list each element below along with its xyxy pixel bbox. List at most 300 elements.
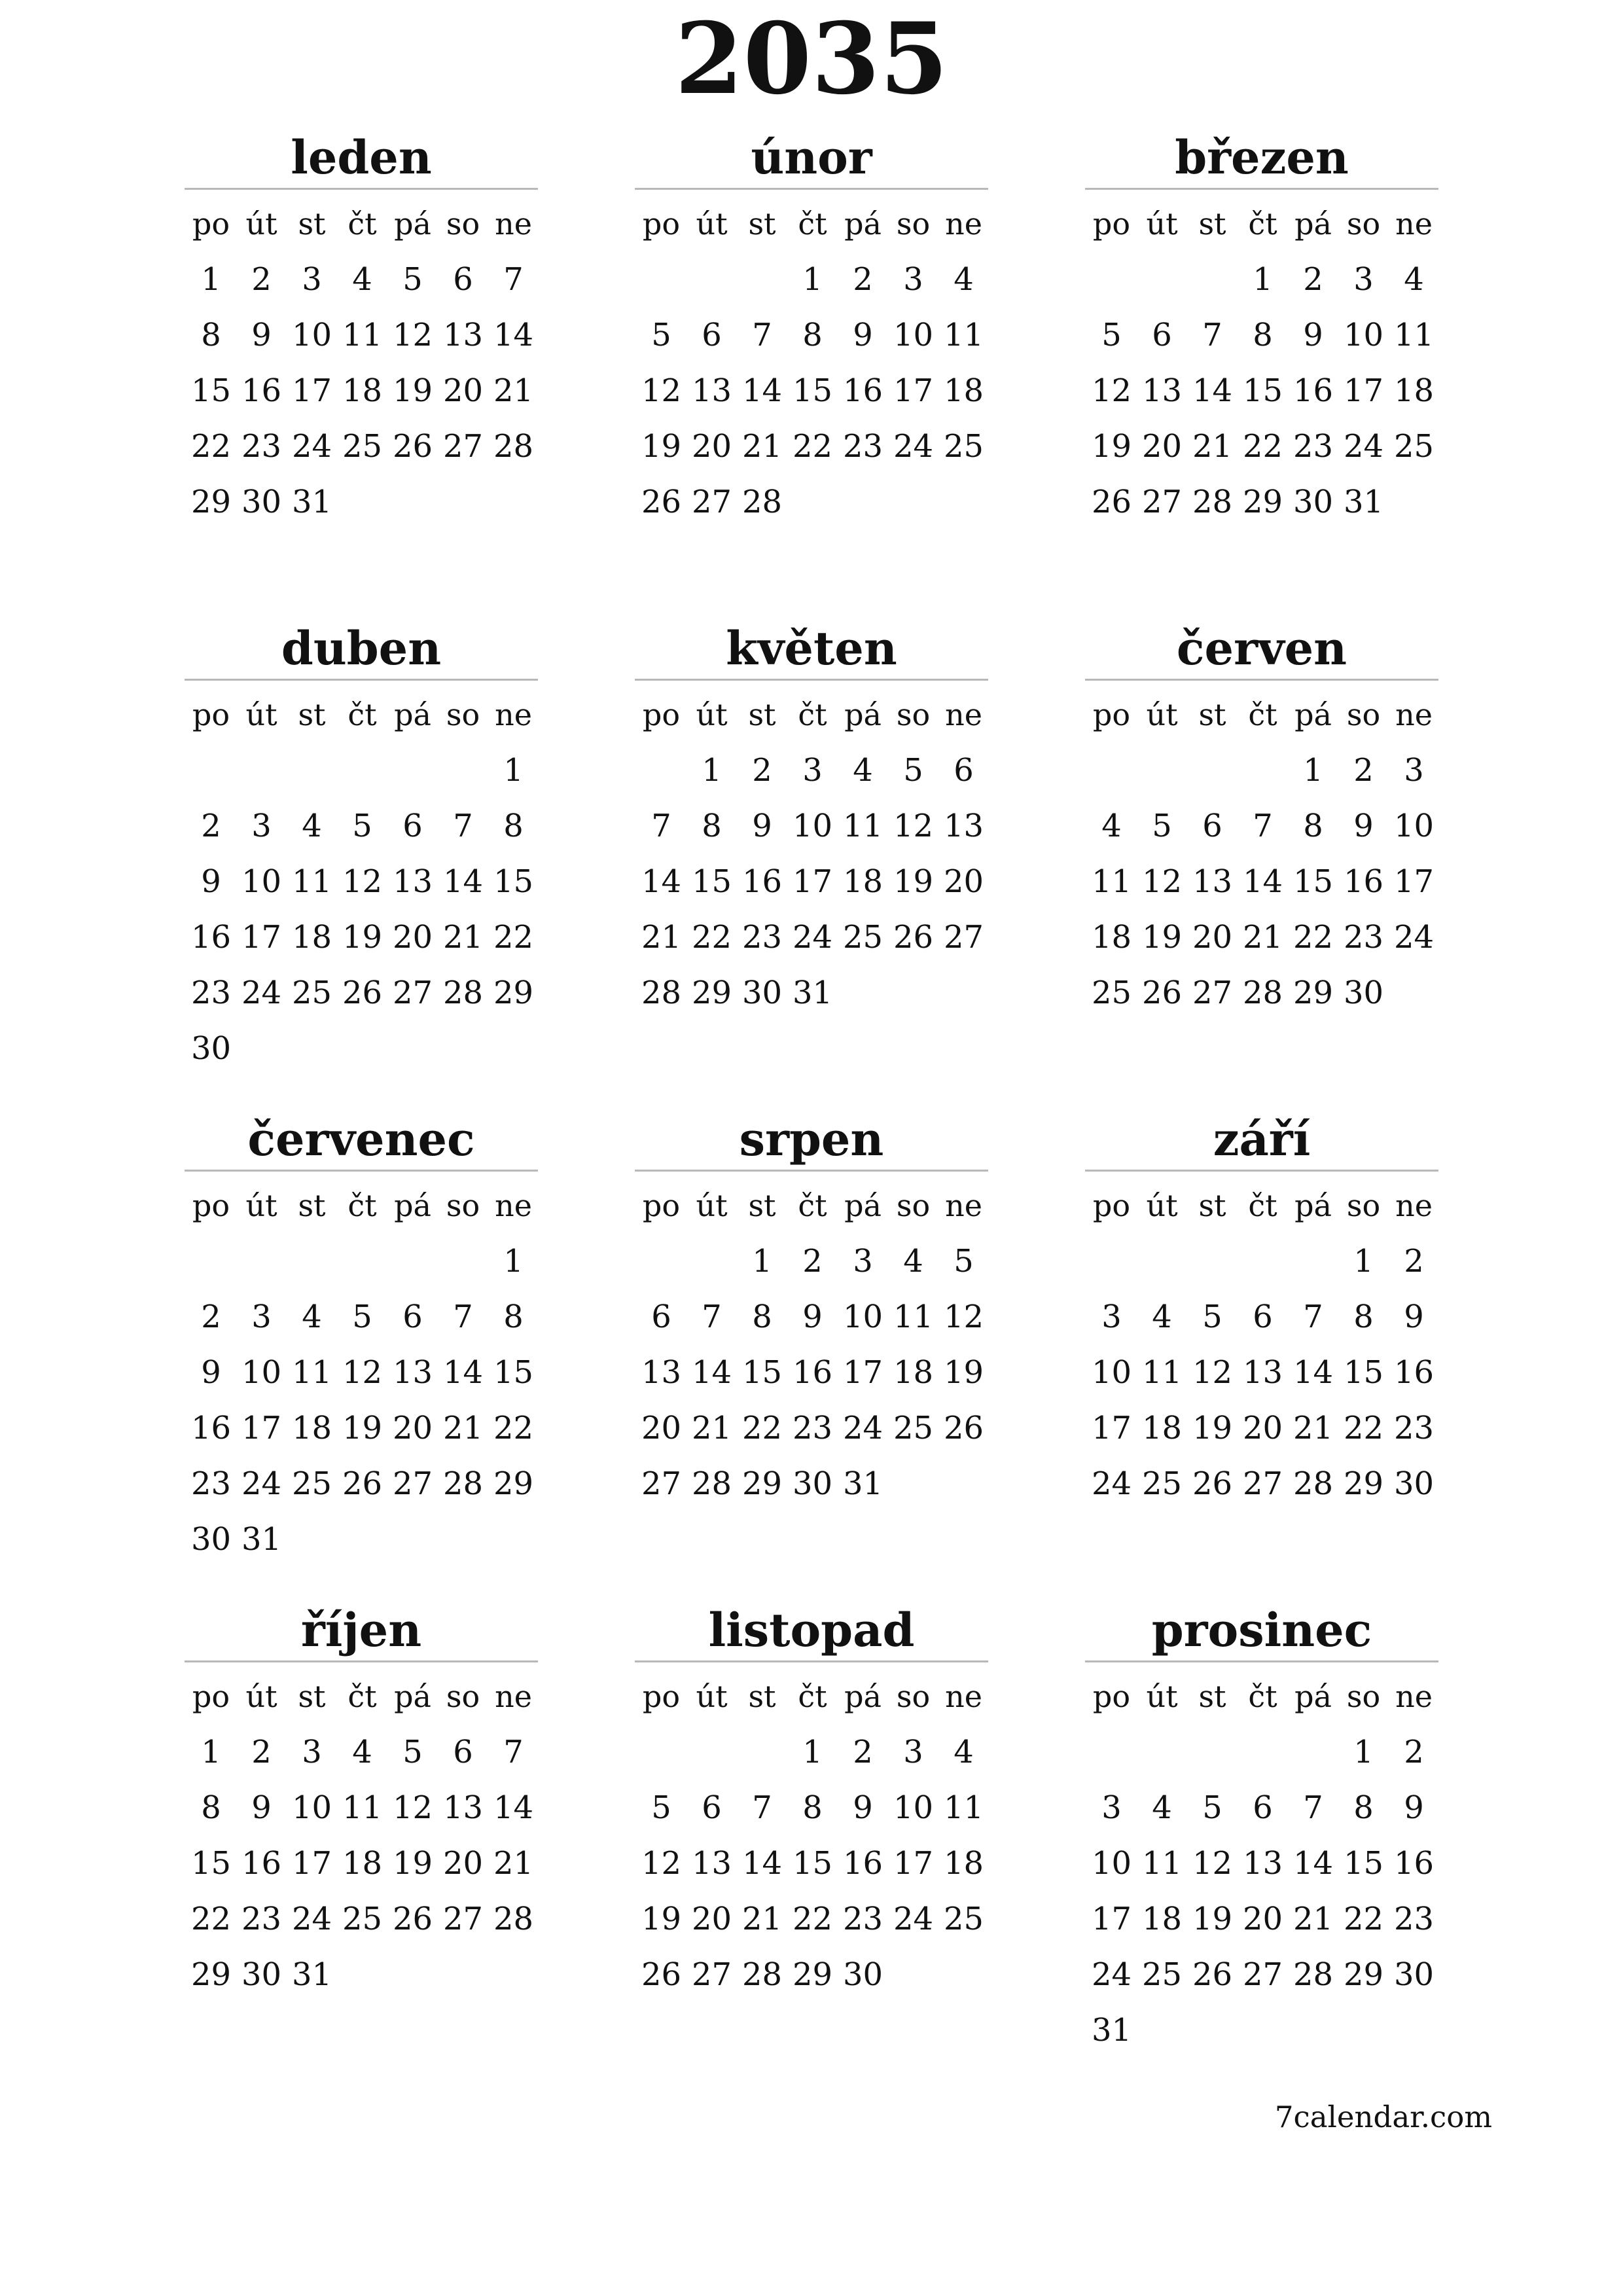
day-cell: 6 [1253, 1299, 1273, 1335]
day-cell: 18 [1393, 372, 1435, 409]
weekday-label: ne [1395, 697, 1433, 732]
empty-day-cell [636, 743, 687, 798]
weekday-label: po [1092, 697, 1131, 732]
day-grid [1086, 1178, 1438, 1512]
weekday-label: st [298, 1188, 326, 1223]
day-cell: 21 [442, 919, 484, 956]
weekday-label: čt [348, 1188, 377, 1223]
empty-day-cell [287, 1234, 337, 1289]
day-cell: 17 [291, 372, 332, 409]
day-cell: 23 [1393, 1901, 1435, 1937]
day-cell: 4 [954, 261, 974, 298]
day-cell: 27 [691, 1956, 732, 1993]
day-cell: 10 [1343, 317, 1384, 353]
day-cell: 13 [392, 863, 433, 900]
day-cell: 25 [893, 1410, 934, 1446]
day-cell: 20 [641, 1410, 682, 1446]
empty-day-cell [438, 743, 488, 798]
day-cell: 10 [1393, 808, 1435, 844]
weekday-label: so [1346, 1679, 1381, 1714]
day-cell: 13 [641, 1354, 682, 1391]
day-cell: 31 [291, 484, 332, 520]
weekday-label: po [192, 697, 230, 732]
day-cell: 14 [641, 863, 682, 900]
day-cell: 8 [1353, 1789, 1374, 1826]
month-leden [185, 128, 538, 530]
weekday-label: ne [945, 1188, 982, 1223]
day-cell: 24 [893, 1901, 934, 1937]
weekday-label: út [1146, 1679, 1178, 1714]
day-cell: 13 [392, 1354, 433, 1391]
day-cell: 12 [893, 808, 934, 844]
day-cell: 31 [792, 975, 833, 1011]
day-cell: 1 [1353, 1734, 1374, 1770]
weekday-label: pá [394, 1188, 431, 1223]
weekday-label: st [748, 206, 776, 242]
day-cell: 25 [342, 1901, 383, 1937]
day-cell: 27 [1192, 975, 1233, 1011]
weekday-label: pá [1294, 697, 1332, 732]
day-cell: 26 [392, 428, 433, 465]
empty-day-cell [1238, 1725, 1288, 1780]
day-cell: 28 [1192, 484, 1233, 520]
day-cell: 3 [1353, 261, 1374, 298]
day-cell: 10 [1091, 1354, 1132, 1391]
weekday-label: ne [495, 1679, 532, 1714]
day-cell: 12 [392, 1789, 433, 1826]
year-title: 2035 [675, 1, 948, 117]
day-cell: 24 [893, 428, 934, 465]
day-cell: 25 [1091, 975, 1132, 1011]
day-cell: 3 [903, 261, 923, 298]
day-cell: 30 [190, 1521, 232, 1558]
day-cell: 27 [691, 484, 732, 520]
day-cell: 18 [943, 372, 984, 409]
day-cell: 30 [792, 1465, 833, 1502]
month-name: květen [635, 619, 988, 681]
weekday-label: pá [1294, 206, 1332, 242]
empty-day-cell [186, 743, 236, 798]
empty-day-cell [287, 743, 337, 798]
day-cell: 14 [1293, 1354, 1334, 1391]
day-cell: 16 [241, 372, 282, 409]
day-cell: 19 [392, 1845, 433, 1882]
day-cell: 3 [1404, 752, 1424, 789]
day-cell: 29 [190, 484, 232, 520]
day-cell: 16 [190, 919, 232, 956]
weekday-label: st [1198, 1188, 1226, 1223]
day-cell: 22 [190, 428, 232, 465]
day-cell: 18 [342, 372, 383, 409]
day-cell: 14 [493, 317, 534, 353]
weekday-label: po [192, 1679, 230, 1714]
weekday-label: ne [495, 1188, 532, 1223]
empty-day-cell [1187, 1234, 1238, 1289]
day-cell: 21 [442, 1410, 484, 1446]
day-cell: 8 [802, 317, 823, 353]
weekday-label: so [896, 206, 931, 242]
day-cell: 28 [741, 1956, 783, 1993]
day-cell: 15 [1293, 863, 1334, 900]
day-cell: 6 [402, 1299, 423, 1335]
weekday-label: so [446, 1679, 480, 1714]
day-cell: 21 [1242, 919, 1283, 956]
empty-day-cell [337, 743, 387, 798]
day-cell: 9 [201, 1354, 221, 1391]
day-cell: 28 [1293, 1956, 1334, 1993]
weekday-label: po [192, 1188, 230, 1223]
empty-day-cell [636, 1725, 687, 1780]
day-cell: 15 [792, 1845, 833, 1882]
weekday-label: čt [798, 1188, 827, 1223]
day-cell: 15 [1343, 1354, 1384, 1391]
empty-day-cell [1187, 743, 1238, 798]
day-cell: 10 [1091, 1845, 1132, 1882]
day-cell: 6 [651, 1299, 671, 1335]
day-grid [186, 1669, 538, 2003]
empty-day-cell [387, 1234, 438, 1289]
weekday-label: út [696, 206, 728, 242]
day-cell: 26 [1192, 1465, 1233, 1502]
day-cell: 13 [442, 1789, 484, 1826]
day-cell: 3 [302, 261, 322, 298]
weekday-label: pá [1294, 1679, 1332, 1714]
day-cell: 22 [792, 1901, 833, 1937]
day-cell: 3 [1101, 1789, 1122, 1826]
weekday-label: čt [1248, 1679, 1277, 1714]
day-cell: 3 [251, 1299, 272, 1335]
day-cell: 23 [842, 428, 883, 465]
day-cell: 25 [842, 919, 883, 956]
day-cell: 17 [1393, 863, 1435, 900]
day-cell: 20 [392, 919, 433, 956]
empty-day-cell [687, 1234, 737, 1289]
day-cell: 17 [1343, 372, 1384, 409]
day-cell: 22 [493, 919, 534, 956]
day-cell: 18 [1141, 1410, 1183, 1446]
day-cell: 28 [493, 1901, 534, 1937]
day-cell: 27 [1242, 1956, 1283, 1993]
weekday-label: út [696, 1679, 728, 1714]
day-cell: 24 [291, 1901, 332, 1937]
weekday-label: ne [945, 697, 982, 732]
weekday-label: ne [945, 1679, 982, 1714]
weekday-label: ne [1395, 1188, 1433, 1223]
weekday-label: po [642, 1188, 681, 1223]
empty-day-cell [1187, 252, 1238, 308]
day-cell: 5 [352, 1299, 372, 1335]
day-cell: 25 [291, 1465, 332, 1502]
day-cell: 15 [190, 372, 232, 409]
day-cell: 27 [1242, 1465, 1283, 1502]
day-cell: 25 [943, 1901, 984, 1937]
day-cell: 4 [1404, 261, 1424, 298]
empty-day-cell [186, 1234, 236, 1289]
day-cell: 19 [1192, 1410, 1233, 1446]
weekday-label: so [896, 1679, 931, 1714]
day-cell: 17 [893, 1845, 934, 1882]
day-cell: 2 [1303, 261, 1323, 298]
day-cell: 6 [453, 1734, 473, 1770]
day-cell: 11 [291, 1354, 332, 1391]
day-cell: 4 [352, 261, 372, 298]
day-cell: 19 [342, 919, 383, 956]
day-cell: 10 [291, 317, 332, 353]
day-cell: 22 [1343, 1901, 1384, 1937]
day-cell: 9 [201, 863, 221, 900]
day-cell: 26 [1192, 1956, 1233, 1993]
weekday-label: po [642, 1679, 681, 1714]
weekday-label: ne [945, 206, 982, 242]
day-cell: 13 [943, 808, 984, 844]
day-cell: 8 [752, 1299, 772, 1335]
weekday-label: pá [844, 206, 882, 242]
day-cell: 29 [741, 1465, 783, 1502]
weekday-label: čt [1248, 697, 1277, 732]
day-cell: 17 [241, 1410, 282, 1446]
day-cell: 9 [251, 317, 272, 353]
day-cell: 1 [1303, 752, 1323, 789]
day-cell: 7 [1303, 1789, 1323, 1826]
day-cell: 15 [1343, 1845, 1384, 1882]
day-cell: 14 [442, 1354, 484, 1391]
day-cell: 15 [691, 863, 732, 900]
day-cell: 28 [442, 975, 484, 1011]
day-grid [636, 196, 988, 530]
day-cell: 4 [1101, 808, 1122, 844]
day-cell: 5 [1202, 1789, 1222, 1826]
day-cell: 21 [1293, 1901, 1334, 1937]
day-cell: 18 [1141, 1901, 1183, 1937]
day-cell: 13 [1242, 1845, 1283, 1882]
weekday-label: čt [798, 206, 827, 242]
weekday-label: ne [495, 697, 532, 732]
day-cell: 14 [442, 863, 484, 900]
day-cell: 15 [190, 1845, 232, 1882]
day-cell: 20 [392, 1410, 433, 1446]
weekday-label: út [696, 1188, 728, 1223]
weekday-label: út [1146, 697, 1178, 732]
day-cell: 10 [842, 1299, 883, 1335]
day-cell: 12 [641, 372, 682, 409]
day-cell: 1 [503, 1243, 524, 1280]
day-cell: 29 [493, 975, 534, 1011]
day-cell: 23 [1293, 428, 1334, 465]
weekday-label: st [298, 206, 326, 242]
day-cell: 12 [342, 863, 383, 900]
day-cell: 16 [1343, 863, 1384, 900]
month-prosinec [1085, 1600, 1438, 2058]
day-cell: 26 [943, 1410, 984, 1446]
day-cell: 30 [1393, 1465, 1435, 1502]
day-cell: 24 [842, 1410, 883, 1446]
month-únor [635, 128, 988, 530]
day-cell: 16 [1393, 1354, 1435, 1391]
day-cell: 20 [691, 1901, 732, 1937]
weekday-label: čt [1248, 206, 1277, 242]
month-květen [635, 619, 988, 1021]
day-cell: 12 [1091, 372, 1132, 409]
day-cell: 2 [201, 1299, 221, 1335]
day-cell: 29 [792, 1956, 833, 1993]
day-cell: 16 [190, 1410, 232, 1446]
day-cell: 19 [392, 372, 433, 409]
day-cell: 10 [241, 863, 282, 900]
day-grid [1086, 196, 1438, 530]
day-cell: 1 [1353, 1243, 1374, 1280]
day-cell: 15 [741, 1354, 783, 1391]
day-cell: 11 [291, 863, 332, 900]
day-cell: 26 [641, 484, 682, 520]
day-cell: 24 [1343, 428, 1384, 465]
day-cell: 18 [943, 1845, 984, 1882]
day-cell: 20 [691, 428, 732, 465]
day-cell: 14 [741, 372, 783, 409]
weekday-label: po [1092, 1679, 1131, 1714]
day-cell: 17 [842, 1354, 883, 1391]
day-cell: 31 [291, 1956, 332, 1993]
day-cell: 5 [402, 261, 423, 298]
day-cell: 3 [251, 808, 272, 844]
weekday-label: čt [798, 1679, 827, 1714]
weekday-label: ne [1395, 206, 1433, 242]
day-cell: 27 [442, 1901, 484, 1937]
month-name: únor [635, 128, 988, 190]
weekday-label: so [1346, 1188, 1381, 1223]
day-cell: 31 [1091, 2012, 1132, 2049]
day-cell: 3 [903, 1734, 923, 1770]
day-cell: 1 [802, 261, 823, 298]
day-cell: 23 [741, 919, 783, 956]
day-cell: 3 [302, 1734, 322, 1770]
month-name: září [1085, 1109, 1438, 1172]
day-cell: 9 [752, 808, 772, 844]
day-cell: 6 [1202, 808, 1222, 844]
day-cell: 24 [792, 919, 833, 956]
month-říjen [185, 1600, 538, 2003]
day-cell: 12 [943, 1299, 984, 1335]
day-cell: 28 [1242, 975, 1283, 1011]
day-cell: 5 [954, 1243, 974, 1280]
day-cell: 31 [842, 1465, 883, 1502]
day-cell: 4 [302, 808, 322, 844]
day-cell: 5 [651, 317, 671, 353]
day-cell: 23 [1393, 1410, 1435, 1446]
day-cell: 16 [792, 1354, 833, 1391]
month-name: listopad [635, 1600, 988, 1662]
day-cell: 2 [251, 1734, 272, 1770]
weekday-label: pá [394, 1679, 431, 1714]
day-cell: 21 [741, 1901, 783, 1937]
day-cell: 7 [752, 317, 772, 353]
day-cell: 8 [702, 808, 722, 844]
day-cell: 8 [1303, 808, 1323, 844]
day-cell: 11 [893, 1299, 934, 1335]
day-cell: 2 [201, 808, 221, 844]
day-cell: 8 [1253, 317, 1273, 353]
day-cell: 4 [352, 1734, 372, 1770]
weekday-label: pá [1294, 1188, 1332, 1223]
day-cell: 20 [1141, 428, 1183, 465]
day-cell: 28 [493, 428, 534, 465]
empty-day-cell [636, 1234, 687, 1289]
weekday-label: pá [844, 1188, 882, 1223]
empty-day-cell [1137, 252, 1187, 308]
day-cell: 9 [853, 1789, 873, 1826]
day-cell: 13 [1242, 1354, 1283, 1391]
day-cell: 11 [842, 808, 883, 844]
weekday-label: st [298, 697, 326, 732]
day-cell: 14 [691, 1354, 732, 1391]
day-cell: 4 [1152, 1299, 1172, 1335]
empty-day-cell [337, 1234, 387, 1289]
month-name: březen [1085, 128, 1438, 190]
day-cell: 18 [291, 919, 332, 956]
month-name: říjen [185, 1600, 538, 1662]
day-cell: 13 [1141, 372, 1183, 409]
day-cell: 15 [493, 863, 534, 900]
weekday-label: po [1092, 206, 1131, 242]
day-cell: 26 [392, 1901, 433, 1937]
day-cell: 7 [453, 808, 473, 844]
day-cell: 3 [1101, 1299, 1122, 1335]
day-cell: 11 [1141, 1845, 1183, 1882]
day-cell: 21 [493, 1845, 534, 1882]
day-cell: 18 [291, 1410, 332, 1446]
day-cell: 30 [741, 975, 783, 1011]
day-cell: 4 [853, 752, 873, 789]
day-cell: 1 [201, 1734, 221, 1770]
day-cell: 23 [792, 1410, 833, 1446]
day-cell: 14 [1293, 1845, 1334, 1882]
day-cell: 30 [1293, 484, 1334, 520]
empty-day-cell [687, 1725, 737, 1780]
weekday-label: st [748, 697, 776, 732]
day-cell: 20 [442, 1845, 484, 1882]
day-grid [186, 196, 538, 530]
footer-link[interactable]: 7calendar.com [1274, 2100, 1492, 2134]
day-cell: 2 [853, 1734, 873, 1770]
day-cell: 17 [1091, 1901, 1132, 1937]
day-cell: 3 [853, 1243, 873, 1280]
day-cell: 30 [842, 1956, 883, 1993]
day-cell: 27 [1141, 484, 1183, 520]
day-cell: 6 [702, 1789, 722, 1826]
empty-day-cell [636, 252, 687, 308]
day-cell: 18 [842, 863, 883, 900]
day-cell: 14 [741, 1845, 783, 1882]
month-červenec [185, 1109, 538, 1568]
weekday-label: so [1346, 206, 1381, 242]
day-cell: 29 [691, 975, 732, 1011]
day-cell: 5 [1101, 317, 1122, 353]
day-cell: 13 [691, 1845, 732, 1882]
empty-day-cell [737, 252, 787, 308]
day-cell: 4 [903, 1243, 923, 1280]
day-cell: 17 [1091, 1410, 1132, 1446]
day-cell: 29 [1343, 1465, 1384, 1502]
empty-day-cell [1187, 1725, 1238, 1780]
day-cell: 27 [392, 975, 433, 1011]
day-cell: 9 [1404, 1299, 1424, 1335]
day-cell: 12 [641, 1845, 682, 1882]
empty-day-cell [387, 743, 438, 798]
day-cell: 17 [241, 919, 282, 956]
weekday-label: st [1198, 697, 1226, 732]
day-cell: 26 [1091, 484, 1132, 520]
empty-day-cell [687, 252, 737, 308]
day-cell: 19 [1192, 1901, 1233, 1937]
